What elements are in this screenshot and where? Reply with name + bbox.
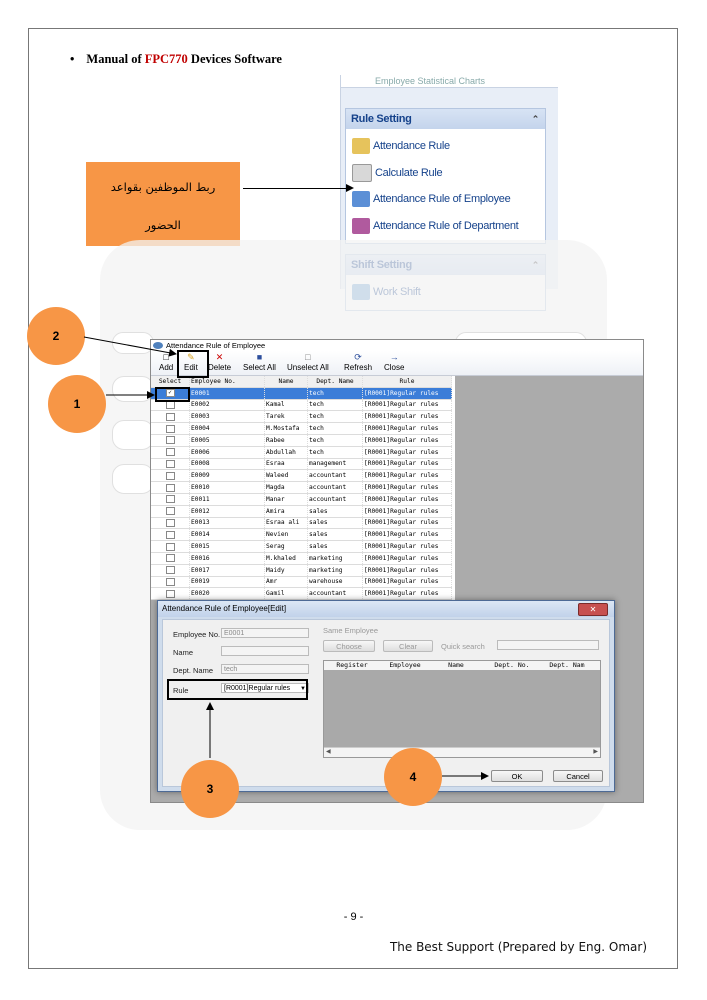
cell-rule: [R0001]Regular rules <box>363 505 452 517</box>
cell-dept: tech <box>308 434 363 446</box>
header-suffix: Devices Software <box>187 52 282 66</box>
nav-item-label: Attendance Rule of Employee <box>373 193 511 206</box>
cell-name: Manar <box>265 493 308 505</box>
cell-rule: [R0001]Regular rules <box>363 458 452 470</box>
cell-rule: [R0001]Regular rules <box>363 576 452 588</box>
rule-label: Rule <box>173 686 189 695</box>
dialog-close-icon[interactable]: ✕ <box>578 603 608 616</box>
nav-group-title: Rule Setting <box>351 113 412 125</box>
employee-no-field[interactable]: E0001 <box>221 628 309 638</box>
cell-dept: accountant <box>308 482 363 494</box>
dept-name-label: Dept. Name <box>173 666 214 675</box>
ok-button[interactable]: OK <box>491 770 543 782</box>
cell-dept: sales <box>308 517 363 529</box>
cell-no: E0012 <box>190 505 265 517</box>
cell-rule: [R0001]Regular rules <box>363 493 452 505</box>
cell-name: Maidy <box>265 564 308 576</box>
cell-name: Abdullah <box>265 446 308 458</box>
page-number: - 9 - <box>343 911 364 923</box>
same-employee-label: Same Employee <box>323 626 379 635</box>
cell-no: E0005 <box>190 434 265 446</box>
unselect-all-label: Unselect All <box>287 363 329 372</box>
collapse-chevron-icon[interactable]: ⌃ <box>531 114 539 124</box>
step-2-circle: 2 <box>27 307 85 365</box>
cell-no: E0010 <box>190 482 265 494</box>
callout-line-2: الحضور <box>145 218 181 232</box>
col-grid-name[interactable]: Name <box>448 661 464 669</box>
cell-rule: [R0001]Regular rules <box>363 552 452 564</box>
cell-name: Serag <box>265 541 308 553</box>
col-select[interactable]: Select <box>151 376 190 387</box>
add-icon: □ <box>163 352 169 362</box>
cell-dept: tech <box>308 387 363 399</box>
cancel-button[interactable]: Cancel <box>553 770 603 782</box>
cell-dept: accountant <box>308 470 363 482</box>
cell-no: E0003 <box>190 411 265 423</box>
nav-item-label: Attendance Rule of Department <box>373 219 519 232</box>
refresh-label: Refresh <box>344 363 373 372</box>
cell-rule: [R0001]Regular rules <box>363 434 452 446</box>
cell-name: Esraa ali <box>265 517 308 529</box>
cell-no: E0006 <box>190 446 265 458</box>
callout-line-1: ربط الموظفين بقواعد <box>110 180 216 194</box>
cell-rule: [R0001]Regular rules <box>363 482 452 494</box>
cell-dept: sales <box>308 541 363 553</box>
cell-rule: [R0001]Regular rules <box>363 588 452 600</box>
cell-rule: [R0001]Regular rules <box>363 470 452 482</box>
delete-icon: ✕ <box>215 352 224 362</box>
cell-dept: accountant <box>308 588 363 600</box>
col-dept-nam[interactable]: Dept. Nam <box>549 661 585 669</box>
cell-no: E0015 <box>190 541 265 553</box>
cell-name: Waleed <box>265 470 308 482</box>
header-prefix: Manual of <box>86 52 145 66</box>
cell-dept: accountant <box>308 493 363 505</box>
dialog-title: Attendance Rule of Employee[Edit] <box>162 604 287 613</box>
col-employee-no[interactable]: Employee No. <box>190 376 265 387</box>
col-employee[interactable]: Employee <box>389 661 421 669</box>
cell-rule: [R0001]Regular rules <box>363 399 452 411</box>
edit-label: Edit <box>184 363 198 372</box>
refresh-icon: ⟳ <box>354 352 362 362</box>
cell-name: M.khaled <box>265 552 308 564</box>
cell-rule: [R0001]Regular rules <box>363 387 452 399</box>
cell-dept: warehouse <box>308 576 363 588</box>
col-name[interactable]: Name <box>265 376 308 387</box>
cell-rule: [R0001]Regular rules <box>363 564 452 576</box>
cell-name: Rabee <box>265 434 308 446</box>
delete-label: Delete <box>208 363 232 372</box>
cell-no: E0016 <box>190 552 265 564</box>
edit-icon: ✎ <box>187 352 195 362</box>
choose-button[interactable]: Choose <box>323 640 375 652</box>
step-3-circle: 3 <box>181 760 239 818</box>
nav-item-label: Calculate Rule <box>375 166 443 179</box>
col-dept-no[interactable]: Dept. No. <box>494 661 530 669</box>
cell-name: Esraa <box>265 458 308 470</box>
select-all-icon: ■ <box>256 352 263 362</box>
cell-dept: sales <box>308 505 363 517</box>
footer-credit: The Best Support (Prepared by Eng. Omar) <box>389 940 647 954</box>
nav-item-label: Attendance Rule <box>373 140 450 153</box>
cell-dept: management <box>308 458 363 470</box>
close-label: Close <box>384 363 405 372</box>
rule-select-value: [R0001]Regular rules <box>224 685 291 692</box>
scroll-left-icon[interactable]: ◀ <box>326 749 331 755</box>
select-all-label: Select All <box>243 363 276 372</box>
cell-rule: [R0001]Regular rules <box>363 541 452 553</box>
cell-rule: [R0001]Regular rules <box>363 423 452 435</box>
cell-no: E0013 <box>190 517 265 529</box>
cell-name: Amira <box>265 505 308 517</box>
cell-name: Kamal <box>265 399 308 411</box>
step-4-circle: 4 <box>384 748 442 806</box>
cell-name: Magda <box>265 482 308 494</box>
cell-dept: sales <box>308 529 363 541</box>
add-label: Add <box>159 363 174 372</box>
cell-rule: [R0001]Regular rules <box>363 446 452 458</box>
cell-dept: marketing <box>308 564 363 576</box>
cell-name: Amr <box>265 576 308 588</box>
cell-no: E0009 <box>190 470 265 482</box>
bullet: • <box>70 52 75 66</box>
name-label: Name <box>173 648 194 657</box>
dept-name-field[interactable]: tech <box>221 664 309 674</box>
unselect-all-icon: □ <box>305 352 311 362</box>
col-dept-name[interactable]: Dept. Name <box>308 376 363 387</box>
chevron-down-icon[interactable]: ▼ <box>300 686 306 692</box>
cell-no: E0020 <box>190 588 265 600</box>
scroll-right-icon[interactable]: ▶ <box>593 749 598 755</box>
cell-no: E0001 <box>190 387 265 399</box>
col-rule[interactable]: Rule <box>363 376 452 387</box>
cell-no: E0019 <box>190 576 265 588</box>
cell-name: M.Mostafa <box>265 423 308 435</box>
employee-no-label: Employee No. <box>173 630 221 639</box>
close-icon: → <box>389 352 399 362</box>
row-checkbox[interactable]: ✓ <box>166 389 175 397</box>
cell-rule: [R0001]Regular rules <box>363 529 452 541</box>
cell-dept: tech <box>308 446 363 458</box>
cell-no: E0004 <box>190 423 265 435</box>
cell-name: Tarek <box>265 411 308 423</box>
quick-search-label: Quick search <box>441 642 485 651</box>
header-product: FPC770 <box>144 52 188 66</box>
step-2-arrow <box>84 337 176 354</box>
cell-dept: marketing <box>308 552 363 564</box>
cell-rule: [R0001]Regular rules <box>363 411 452 423</box>
cell-no: E0002 <box>190 399 265 411</box>
nav-cut-item: Employee Statistical Charts <box>341 75 558 88</box>
cell-name: Nevien <box>265 529 308 541</box>
col-register[interactable]: Register <box>336 661 368 669</box>
window-title: Attendance Rule of Employee <box>166 341 266 350</box>
cell-name: Gamil <box>265 588 308 600</box>
cell-rule: [R0001]Regular rules <box>363 517 452 529</box>
step-1-circle: 1 <box>48 375 106 433</box>
cell-no: E0014 <box>190 529 265 541</box>
cell-dept: tech <box>308 423 363 435</box>
cell-dept: tech <box>308 411 363 423</box>
clear-button[interactable]: Clear <box>383 640 433 652</box>
cell-no: E0017 <box>190 564 265 576</box>
cell-no: E0008 <box>190 458 265 470</box>
cell-dept: tech <box>308 399 363 411</box>
cell-no: E0011 <box>190 493 265 505</box>
